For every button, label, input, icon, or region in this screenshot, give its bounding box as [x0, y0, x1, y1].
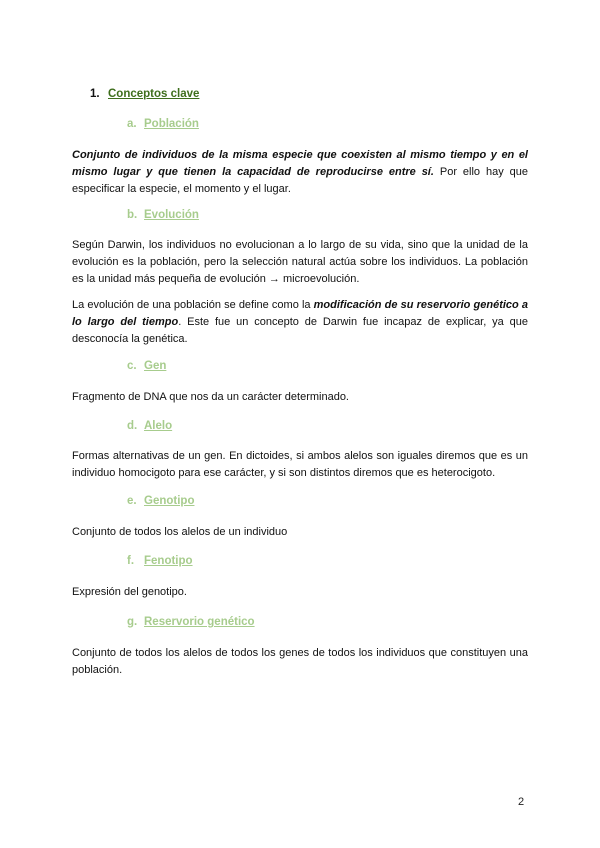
definition-emphasis: Conjunto de individuos de la misma especie que coexisten al mismo tiempo y en el mismo lugar y que tienen la capacidad de reproducirse entre sí.: [72, 149, 528, 178]
paragraph-evolucion-2: [72, 297, 528, 348]
subheading-letter: c.: [127, 360, 137, 372]
paragraph-genotipo: [72, 524, 528, 541]
subheading-title: Alelo: [144, 420, 173, 432]
subheading-fenotipo: [127, 555, 193, 567]
subheading-title: Población: [144, 118, 199, 130]
subheading-gen: [127, 360, 166, 372]
subheading-alelo: [127, 420, 172, 432]
paragraph-reservorio: [72, 645, 528, 679]
subheading-reservorio: [127, 616, 255, 628]
paragraph-gen: [72, 389, 528, 406]
subheading-title: Evolución: [144, 209, 199, 221]
heading-number: 1.: [90, 88, 100, 100]
paragraph-text: Formas alternativas de un gen. En dictoides, si ambos alelos son iguales diremos que es un individuo homocigoto para ese carácter, y si son distintos diremos que es heterocigoto.: [72, 450, 528, 479]
paragraph-text-before: La evolución de una población se define como la: [72, 299, 314, 311]
paragraph-text: Según Darwin, los individuos no evolucionan a lo largo de su vida, sino que la unidad de la evolución es la población, pero la selección natural actúa sobre los individuos. La población es la unidad más pequeña de evolución → microevolución.: [72, 239, 528, 285]
subheading-letter: a.: [127, 118, 137, 130]
paragraph-text: Conjunto de todos los alelos de todos los genes de todos los individuos que constituyen una población.: [72, 647, 528, 676]
paragraph-poblacion: [72, 147, 528, 198]
subheading-evolucion: [127, 209, 199, 221]
main-heading: [90, 88, 199, 100]
subheading-letter: d.: [127, 420, 138, 432]
subheading-letter: f.: [127, 555, 135, 567]
subheading-letter: b.: [127, 209, 138, 221]
subheading-title: Reservorio genético: [144, 616, 255, 628]
paragraph-text: Fragmento de DNA que nos da un carácter determinado.: [72, 391, 349, 403]
subheading-letter: e.: [127, 495, 137, 507]
paragraph-text: Por ello hay que especificar la especie, el momento y el lugar.: [72, 166, 528, 195]
paragraph-fenotipo: [72, 584, 528, 601]
subheading-poblacion: [127, 118, 199, 130]
page-number: 2: [518, 796, 525, 808]
subheading-title: Fenotipo: [144, 555, 193, 567]
subheading-title: Gen: [144, 360, 167, 372]
paragraph-alelo: [72, 448, 528, 482]
paragraph-evolucion-1: [72, 237, 528, 288]
subheading-letter: g.: [127, 616, 138, 628]
paragraph-text: Conjunto de todos los alelos de un individuo: [72, 526, 288, 538]
heading-title: Conceptos clave: [108, 88, 200, 100]
paragraph-text: Expresión del genotipo.: [72, 586, 187, 598]
subheading-title: Genotipo: [144, 495, 195, 507]
paragraph-text-after: . Este fue un concepto de Darwin fue incapaz de explicar, ya que desconocía la genética.: [72, 316, 528, 345]
definition-emphasis: modificación de su reservorio genético a lo largo del tiempo: [72, 299, 528, 328]
subheading-genotipo: [127, 495, 194, 507]
